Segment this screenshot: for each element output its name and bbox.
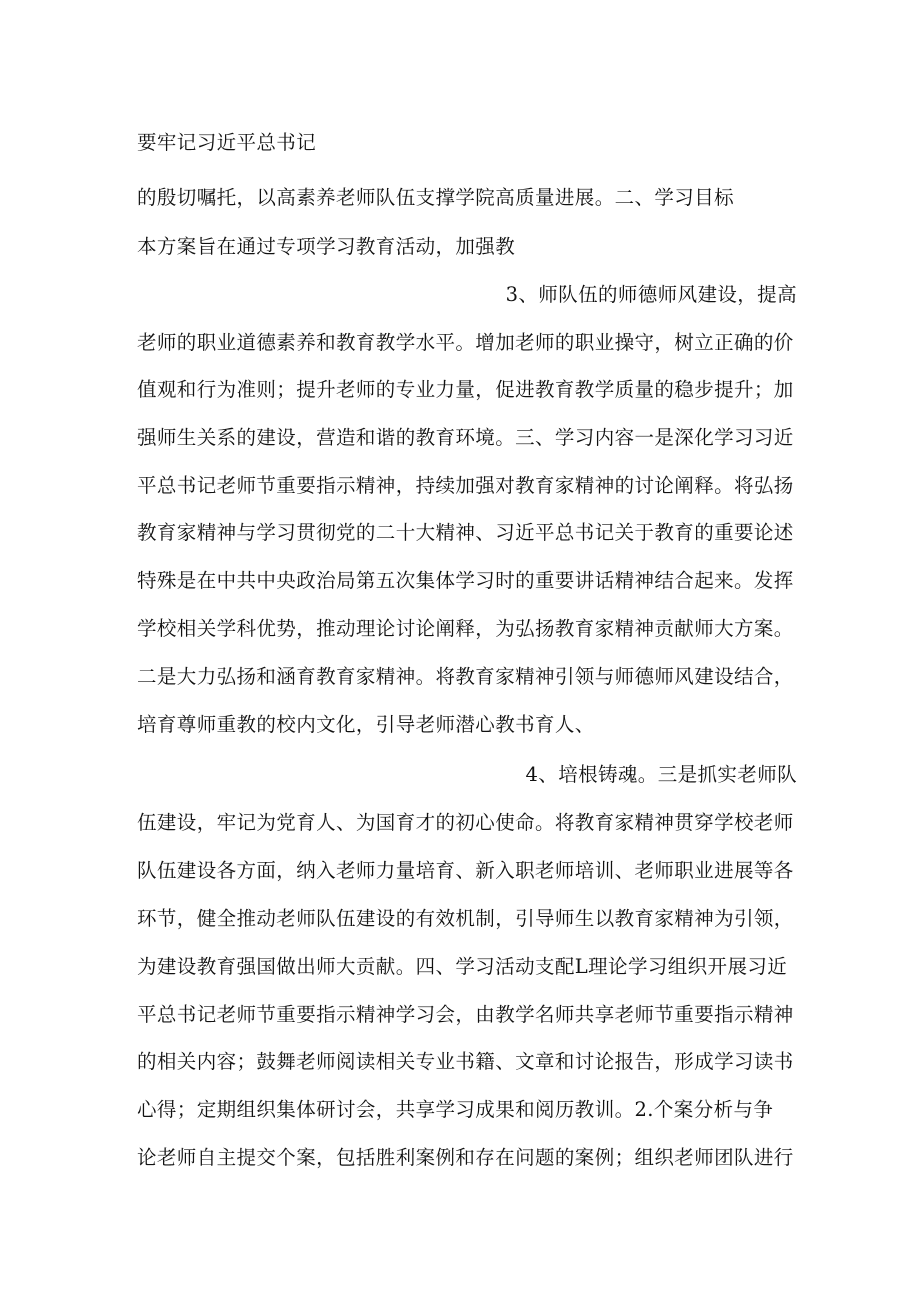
- text-line: 二是大力弘扬和涵育教育家精神。将教育家精神引领与师德师风建设结合，: [137, 665, 794, 688]
- text-line: 值观和行为准则；提升老师的专业力量，促进教育教学质量的稳步提升；加: [137, 378, 794, 401]
- text-line: 特殊是在中共中央政治局第五次集体学习时的重要讲话精神结合起来。发挥: [137, 569, 794, 592]
- text-line: 队伍建设各方面，纳入老师力量培育、新入职老师培训、老师职业进展等各: [137, 859, 794, 882]
- text-line: 心得；定期组织集体研讨会，共享学习成果和阅历教训。2.个案分析与争: [137, 1098, 774, 1121]
- text-line: 环节，健全推动老师队伍建设的有效机制，引导师生以教育家精神为引领，: [137, 907, 794, 930]
- text-line: 要牢记习近平总书记: [137, 131, 317, 154]
- text-line: 的相关内容；鼓舞老师阅读相关专业书籍、文章和讨论报告，形成学习读书: [137, 1050, 794, 1073]
- text-line: 为建设教育强国做出师大贡献。四、学习活动支配L理论学习组织开展习近: [137, 955, 788, 978]
- text-line: 3、师队伍的师德师风建设，提高: [505, 283, 797, 306]
- text-line: 老师的职业道德素养和教育教学水平。增加老师的职业操守，树立正确的价: [137, 331, 794, 354]
- text-line: 平总书记老师节重要指示精神，持续加强对教育家精神的讨论阐释。将弘扬: [137, 474, 794, 497]
- text-line: 强师生关系的建设，营造和谐的教育环境。三、学习内容一是深化学习习近: [137, 426, 794, 449]
- text-line: 伍建设，牢记为党育人、为国育才的初心使命。将教育家精神贯穿学校老师: [137, 811, 794, 834]
- text-line: 平总书记老师节重要指示精神学习会，由教学名师共享老师节重要指示精神: [137, 1003, 794, 1026]
- text-line: 论老师自主提交个案，包括胜利案例和存在问题的案例；组织老师团队进行: [137, 1146, 794, 1169]
- text-line: 的殷切嘱托，以高素养老师队伍支撑学院高质量进展。二、学习目标: [137, 186, 735, 209]
- text-line: 4、培根铸魂。三是抓实老师队: [525, 763, 797, 786]
- text-line: 学校相关学科优势，推动理论讨论阐释，为弘扬教育家精神贡献师大方案。: [137, 617, 794, 640]
- text-line: 培育尊师重教的校内文化，引导老师潜心教书育人、: [137, 713, 595, 736]
- text-line: 教育家精神与学习贯彻党的二十大精神、习近平总书记关于教育的重要论述: [137, 521, 794, 544]
- text-line: 本方案旨在通过专项学习教育活动，加强教: [137, 235, 516, 258]
